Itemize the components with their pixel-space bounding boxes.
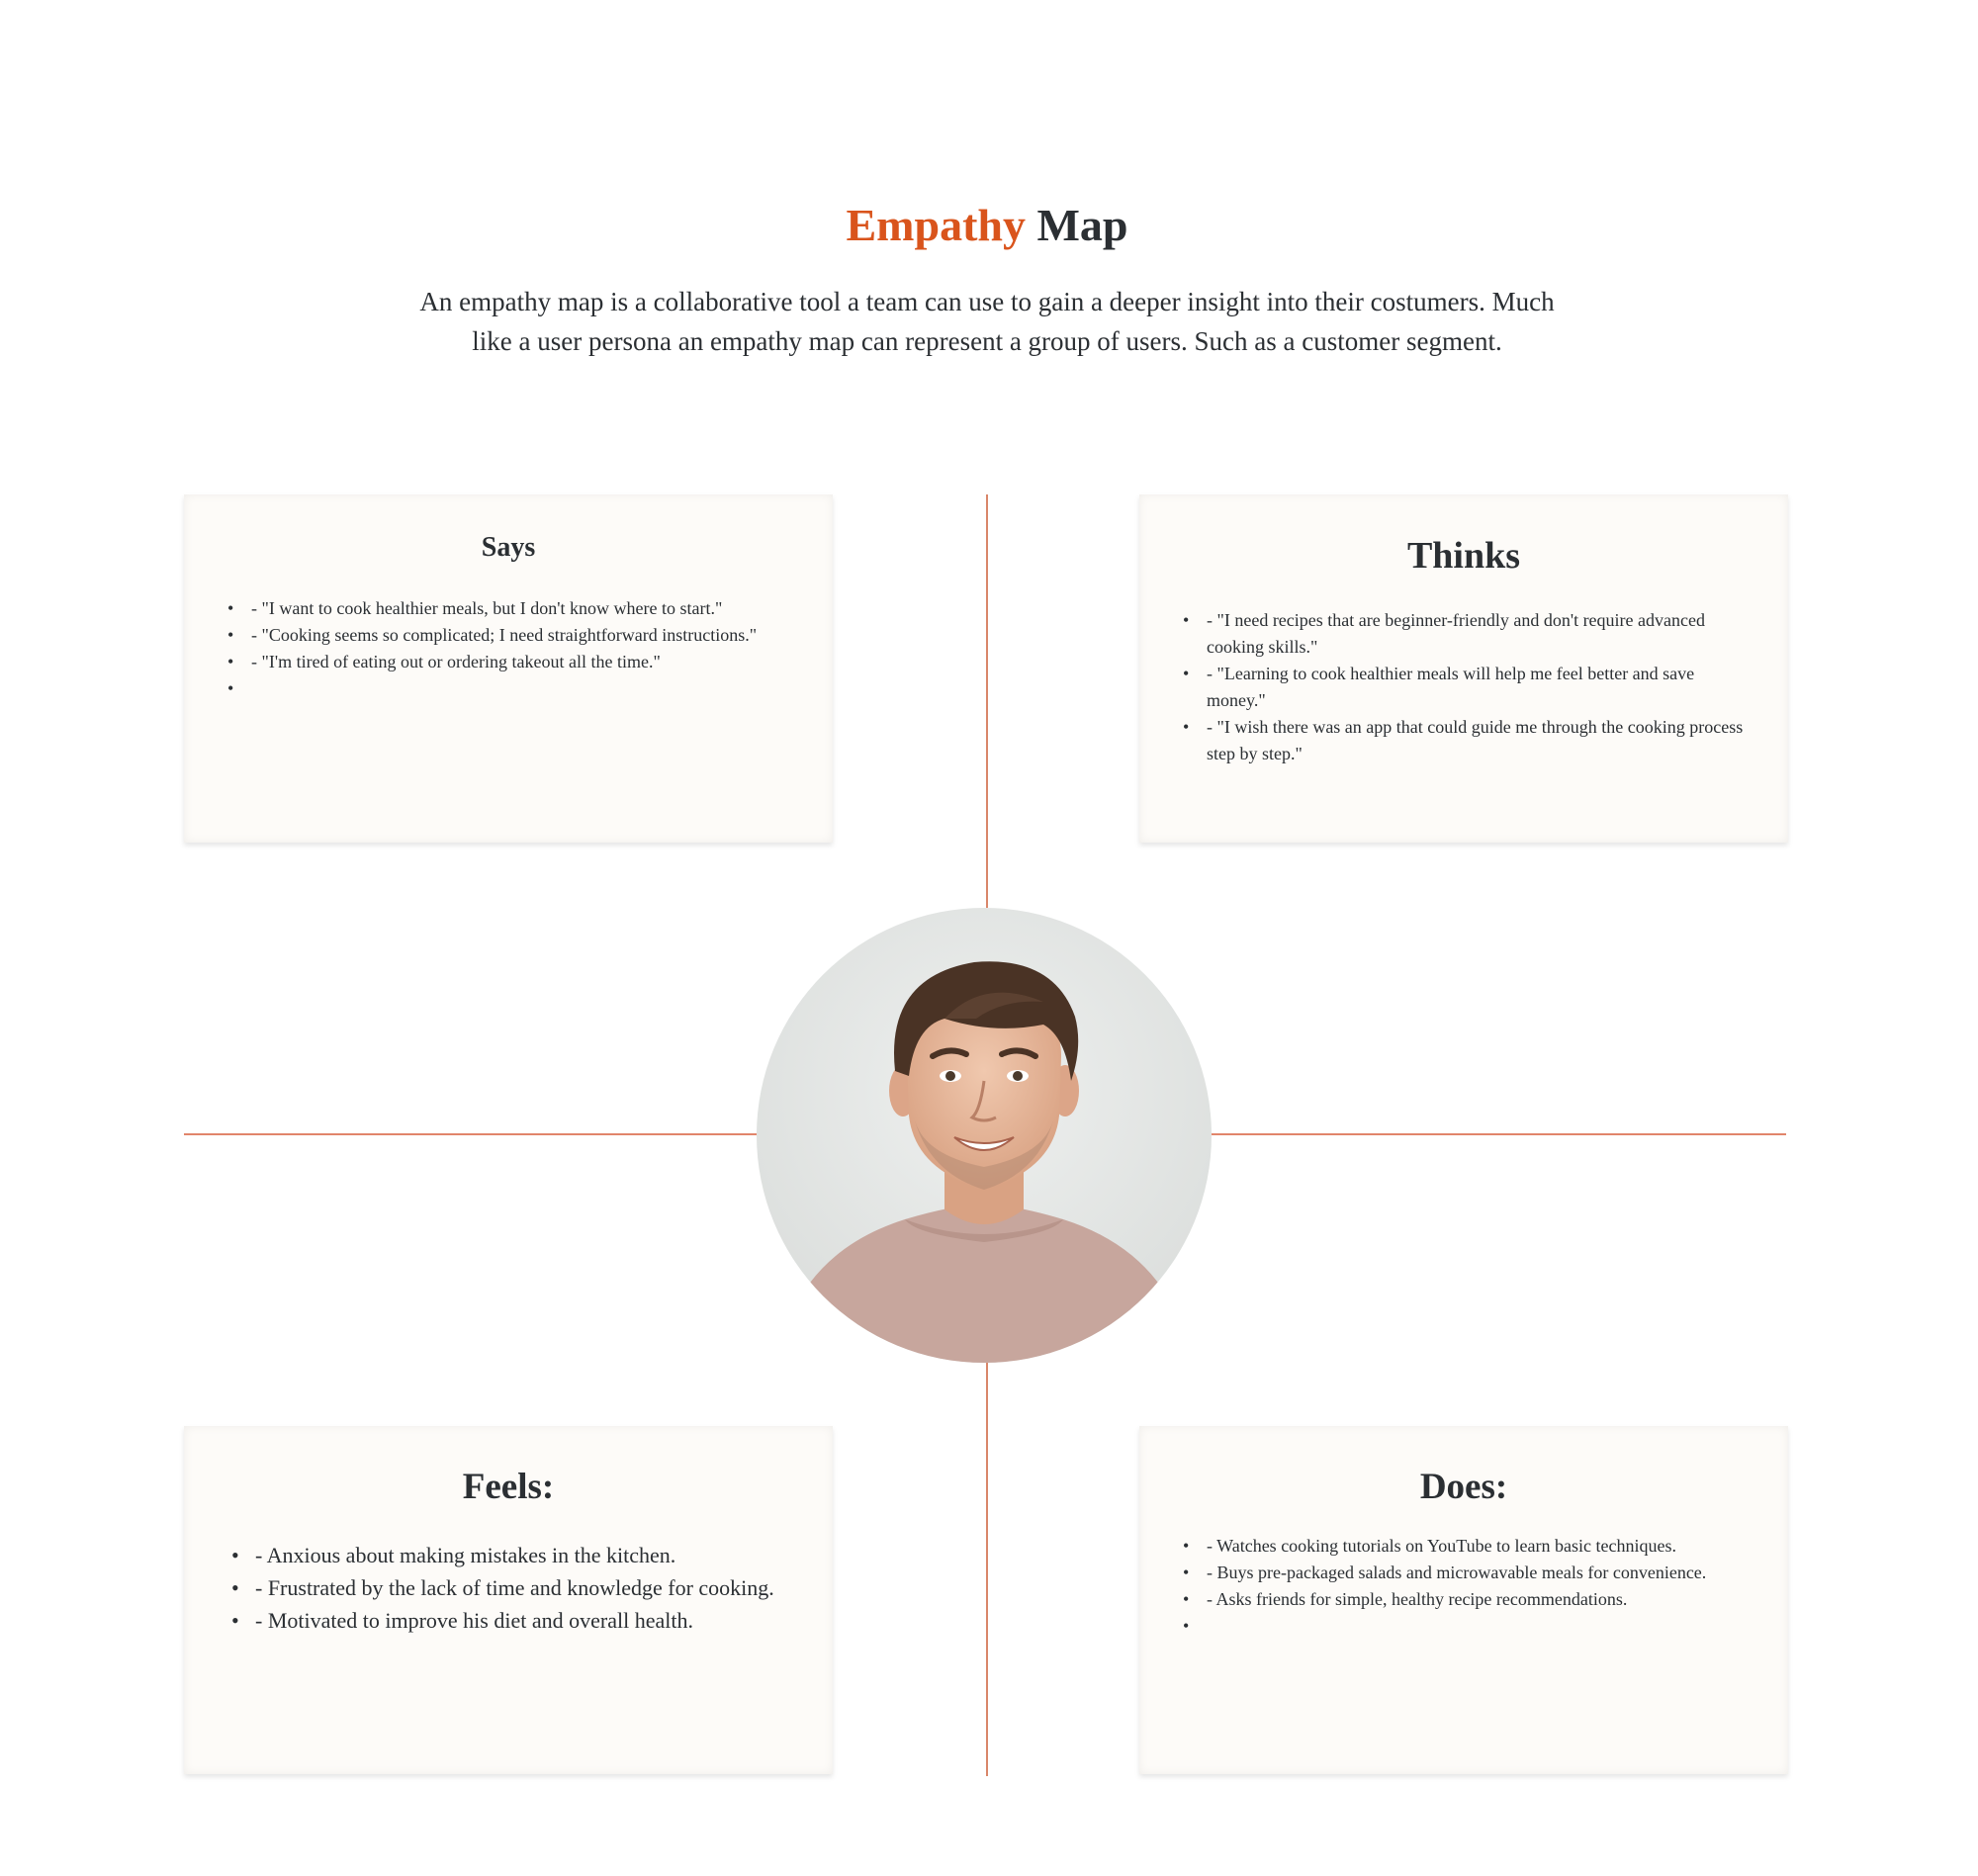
title-rest: Map xyxy=(1036,200,1128,250)
list-item: • - "I need recipes that are beginner-friendly and don't require advanced cooking skills." xyxy=(1183,607,1756,661)
list-item: • - Watches cooking tutorials on YouTube to learn basic techniques. xyxy=(1183,1533,1776,1560)
does-list xyxy=(1183,1533,1776,1631)
horizontal-divider-right xyxy=(1211,1133,1786,1135)
feels-heading: Feels: xyxy=(462,1467,555,1507)
says-heading: Says xyxy=(481,532,536,563)
persona-avatar xyxy=(757,908,1212,1363)
thinks-card xyxy=(1139,494,1788,843)
thinks-list xyxy=(1183,607,1756,767)
thinks-heading: Thinks xyxy=(1406,535,1521,577)
user-portrait-icon xyxy=(757,908,1212,1363)
list-item xyxy=(1183,1613,1776,1631)
says-card xyxy=(184,494,833,843)
vertical-divider-bottom xyxy=(986,1361,988,1776)
list-item: • - "I want to cook healthier meals, but I don't know where to start." xyxy=(227,595,781,622)
list-item: • - Buys pre-packaged salads and microwavable meals for convenience. xyxy=(1183,1560,1776,1586)
list-item: • - "Learning to cook healthier meals will help me feel better and save money." xyxy=(1183,661,1756,714)
does-heading: Does: xyxy=(1419,1467,1508,1507)
list-item: • - Motivated to improve his diet and overall health. xyxy=(231,1604,785,1637)
list-item: • - Frustrated by the lack of time and knowledge for cooking. xyxy=(231,1571,785,1604)
list-item: • - "I'm tired of eating out or ordering takeout all the time." xyxy=(227,649,781,675)
list-item: • - Asks friends for simple, healthy recipe recommendations. xyxy=(1183,1586,1776,1613)
does-card xyxy=(1139,1426,1788,1774)
says-list xyxy=(227,595,781,693)
list-item: • - "I wish there was an app that could guide me through the cooking process step by step." xyxy=(1183,714,1756,767)
list-item: • - Anxious about making mistakes in the kitchen. xyxy=(231,1539,785,1571)
page-title xyxy=(0,196,1974,255)
feels-card xyxy=(184,1426,833,1774)
intro-paragraph: An empathy map is a collaborative tool a team can use to gain a deeper insight into their costumers. Much like a user persona an empathy map can represent a group of users. Such as a customer segment. xyxy=(419,287,1555,356)
feels-list xyxy=(231,1539,785,1637)
title-accent: Empathy xyxy=(846,200,1026,250)
horizontal-divider-left xyxy=(184,1133,760,1135)
list-item: • - "Cooking seems so complicated; I need straightforward instructions." xyxy=(227,622,781,649)
vertical-divider-top xyxy=(986,494,988,908)
list-item xyxy=(227,675,781,693)
